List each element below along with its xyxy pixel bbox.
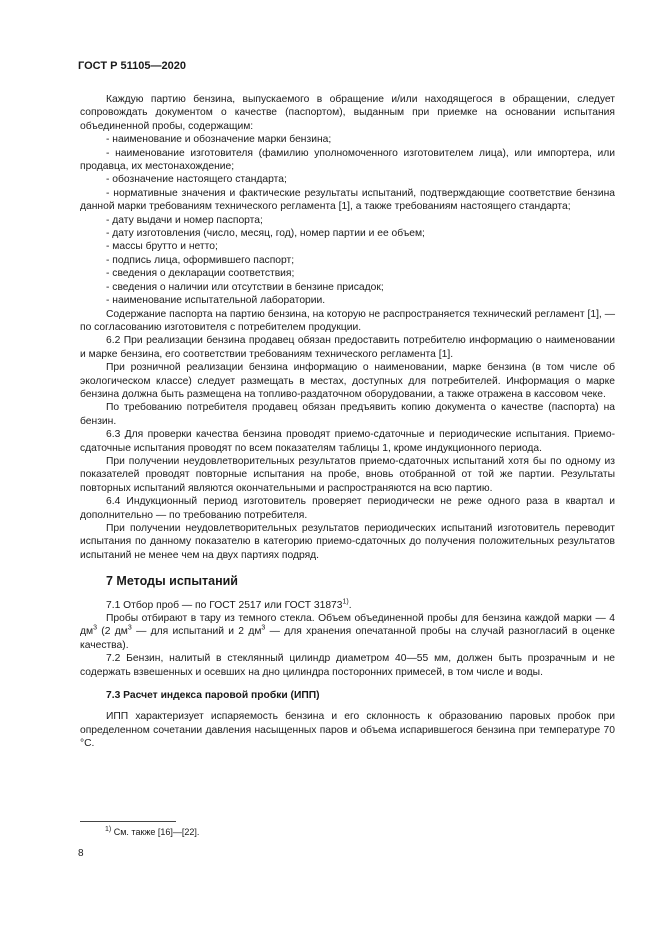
paragraph: 6.2 При реализации бензина продавец обязан предоставить потребителю информацию о наименовании и марке бензина, его соответствии требованиям технического регламента [1].	[80, 335, 615, 360]
footnote-mark: 1)	[105, 826, 112, 833]
list-item: - сведения о наличии или отсутствии в бензине присадок;	[106, 281, 384, 293]
paragraph: ИПП характеризует испаряемость бензина и его склонность к образованию паровых пробок при определенном сочетании давления насыщенных паров и объема испарившегося бензина при температуре 70 °С.	[80, 711, 615, 750]
paragraph: При розничной реализации бензина информацию о наименовании, марке бензина (в том числе об экологическом классе) следует размещать в местах, доступных для потребителей. Информация о марке бензина должна быть размещена на топливо-раздаточном оборудовании, а также отражена в кассовом чеке.	[80, 362, 615, 400]
standard-header: ГОСТ Р 51105—2020	[78, 60, 186, 72]
footnote	[105, 827, 199, 837]
subsection-heading: 7.3 Расчет индекса паровой пробки (ИПП)	[106, 690, 320, 702]
superscript: 3	[127, 625, 132, 633]
list-item: - обозначение настоящего стандарта;	[106, 174, 287, 186]
list-item: - дату выдачи и номер паспорта;	[106, 214, 263, 226]
list-item: - нормативные значения и фактические результаты испытаний, подтверждающие соответствие бензина данной марки требованиям технического регламента [1], а также требованиям настоящего стандарта;	[80, 187, 615, 213]
paragraph	[80, 599, 615, 612]
footnote-ref: 1)	[342, 598, 349, 606]
paragraph: Содержание паспорта на партию бензина, на которую не распространяется технический регламент [1], — по согласованию изготовителя с потребителем продукции.	[80, 308, 615, 333]
list-item: - дату изготовления (число, месяц, год), номер партии и ее объем;	[106, 228, 425, 240]
page-number: 8	[78, 848, 84, 859]
footnote-divider	[80, 821, 176, 822]
paragraph-text: (2 дм	[97, 626, 128, 638]
paragraph-text: Пробы отбирают в тару из темного стекла. Объем объединенной пробы для бензина каждой марки — 4 дм	[80, 613, 615, 638]
paragraph	[80, 612, 615, 652]
paragraph: 6.3 Для проверки качества бензина проводят приемо-сдаточные и периодические испытания. Приемо-сдаточные испытания проводят по всем показателям таблицы 1, кроме индукционного периода.	[80, 429, 615, 454]
list-item: - подпись лица, оформившего паспорт;	[106, 254, 295, 266]
list-item: - массы брутто и нетто;	[106, 241, 218, 253]
paragraph-text: .	[348, 599, 352, 611]
list-item: - сведения о декларации соответствия;	[106, 268, 295, 280]
paragraph: При получении неудовлетворительных результатов периодических испытаний изготовитель переводит испытания по данному показателю в категорию приемо-сдаточных до получения положительных результатов испытаний не менее чем на двух партиях подряд.	[80, 523, 615, 561]
paragraph: Каждую партию бензина, выпускаемого в обращение и/или находящегося в обращении, следует сопровождать документом о качестве (паспортом), выданным при приемке на основании испытания объединенной пробы, содержащим:	[80, 94, 615, 132]
list-item: - наименование испытательной лаборатории.	[106, 295, 326, 307]
list-item: - наименование изготовителя (фамилию уполномоченного изготовителем лица), или импортера, или продавца, их местонахождение;	[80, 147, 615, 173]
superscript: 3	[93, 625, 97, 633]
paragraph: По требованию потребителя продавец обязан предъявить копию документа о качестве (паспорта) на бензин.	[80, 402, 615, 427]
paragraph-text: 7.1 Отбор проб — по ГОСТ 2517 или ГОСТ 31873	[106, 599, 343, 611]
footnote-text: См. также [16]—[22].	[111, 827, 200, 837]
document-body	[80, 93, 615, 751]
paragraph: 6.4 Индукционный период изготовитель проверяет периодически не реже одного раза в квартал и дополнительно — по требованию потребителя.	[80, 496, 615, 521]
paragraph-text: — для хранения опечатанной пробы на случай разногласий в оценке качества).	[80, 626, 616, 651]
superscript: 3	[261, 625, 266, 633]
list-item: - наименование и обозначение марки бензина;	[106, 134, 332, 146]
section-heading: 7 Методы испытаний	[106, 574, 238, 589]
paragraph: 7.2 Бензин, налитый в стеклянный цилиндр диаметром 40—55 мм, должен быть прозрачным и не содержать взвешенных и осевших на дно цилиндра посторонних примесей, в том числе и воды.	[80, 653, 615, 678]
paragraph-text: — для испытаний и 2 дм	[131, 626, 262, 638]
paragraph: При получении неудовлетворительных результатов приемо-сдаточных испытаний хотя бы по одному из показателей проводят повторные испытания на пробе, вновь отобранной от той же партии. Результаты повторных испытаний являются окончательными и распространяются на всю партию.	[80, 455, 615, 494]
